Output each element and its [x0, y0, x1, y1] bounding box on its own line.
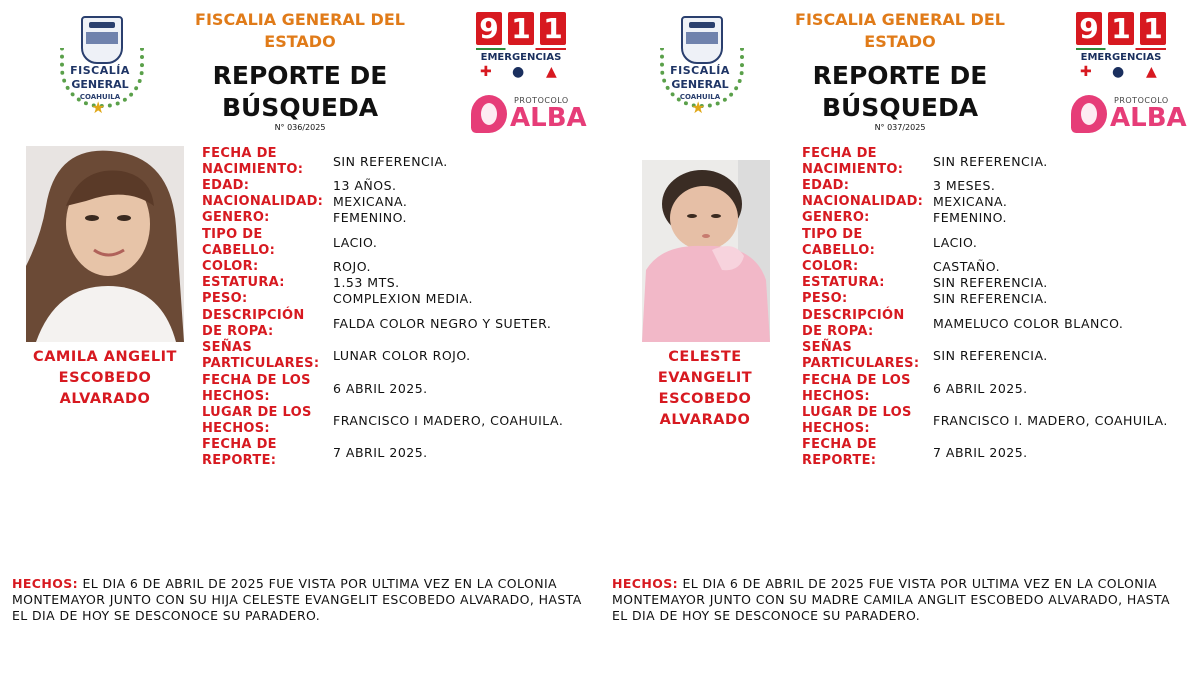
- label-gender: GENERO:: [202, 210, 270, 225]
- value-gender: FEMENINO.: [933, 210, 1007, 225]
- person-photo: [26, 146, 184, 342]
- label-event-date: FECHA DE LOS HECHOS:: [202, 373, 311, 404]
- facts-label: HECHOS:: [612, 576, 679, 591]
- label-birthdate: FECHA DE NACIMIENTO:: [202, 146, 304, 177]
- value-event-place: FRANCISCO I MADERO, COAHUILA.: [333, 413, 564, 428]
- protocolo-alba-logo: [1070, 92, 1187, 138]
- alba-word: ALBA: [510, 103, 587, 133]
- person-name-line: EVANGELIT: [657, 370, 753, 386]
- value-gender: FEMENINO.: [333, 210, 407, 225]
- seal-text-2: GENERAL: [671, 78, 729, 91]
- person-name-line: CAMILA ANGELIT: [33, 349, 177, 365]
- person-name-line: CELESTE: [668, 349, 742, 365]
- fire-icon: ▲: [546, 64, 557, 80]
- facts-text: EL DIA 6 DE ABRIL DE 2025 FUE VISTA POR ULTIMA VEZ EN LA COLONIA MONTEMAYOR JUNTO CON SU HIJA CELESTE EVANGELIT ESCOBEDO ALVARADO, HASTA EL DIA DE HOY SE DESCONOCE SU PARADERO.: [12, 576, 582, 623]
- value-birthdate: SIN REFERENCIA.: [333, 154, 448, 169]
- report-number: N° 037/2025: [874, 123, 926, 132]
- label-height: ESTATURA:: [202, 275, 285, 290]
- person-name-line: ESCOBEDO: [658, 391, 752, 407]
- alba-protocolo-label: PROTOCOLO: [1114, 96, 1169, 105]
- label-color: COLOR:: [802, 259, 859, 274]
- value-weight: COMPLEXION MEDIA.: [333, 291, 473, 306]
- flag-stripe: [476, 48, 566, 50]
- report-title: REPORTE DE BÚSQUEDA: [212, 61, 388, 122]
- label-weight: PESO:: [202, 291, 248, 306]
- label-age: EDAD:: [802, 178, 850, 193]
- emergency-911-logo: [1074, 12, 1168, 82]
- seal-text-3: COAHUILA: [679, 93, 721, 101]
- value-nationality: MEXICANA.: [933, 194, 1008, 209]
- value-birthdate: SIN REFERENCIA.: [933, 154, 1048, 169]
- value-clothing: MAMELUCO COLOR BLANCO.: [933, 316, 1124, 331]
- digit-1: 1: [1108, 12, 1134, 45]
- label-color: COLOR:: [202, 259, 259, 274]
- label-gender: GENERO:: [802, 210, 870, 225]
- police-icon: ●: [512, 64, 525, 80]
- digit-9: 9: [476, 12, 502, 45]
- value-event-date: 6 ABRIL 2025.: [933, 381, 1028, 396]
- label-birthdate: FECHA DE NACIMIENTO:: [802, 146, 904, 177]
- medical-cross-icon: ✚: [480, 64, 492, 80]
- report-title: REPORTE DE BÚSQUEDA: [812, 61, 988, 122]
- alba-drop-icon: [471, 95, 507, 133]
- value-clothing: FALDA COLOR NEGRO Y SUETER.: [333, 316, 552, 331]
- seal-text-2: GENERAL: [71, 78, 129, 91]
- facts-paragraph: [12, 576, 590, 624]
- label-clothing: DESCRIPCIÓN DE ROPA:: [202, 308, 305, 339]
- value-hair-type: LACIO.: [933, 235, 978, 250]
- label-height: ESTATURA:: [802, 275, 885, 290]
- value-nationality: MEXICANA.: [333, 194, 408, 209]
- facts-text: EL DIA 6 DE ABRIL DE 2025 FUE VISTA POR ULTIMA VEZ EN LA COLONIA MONTEMAYOR JUNTO CON SU MADRE CAMILA ANGLIT ESCOBEDO ALVARADO, HASTA EL DIA DE HOY SE DESCONOCE SU PARADERO.: [612, 576, 1170, 623]
- value-height: SIN REFERENCIA.: [933, 275, 1048, 290]
- person-name-line: ALVARADO: [659, 412, 751, 428]
- value-weight: SIN REFERENCIA.: [933, 291, 1048, 306]
- report-number: N° 036/2025: [274, 123, 326, 132]
- value-marks: SIN REFERENCIA.: [933, 348, 1048, 363]
- facts-paragraph: [612, 576, 1190, 624]
- value-age: 3 MESES.: [933, 178, 996, 193]
- label-event-date: FECHA DE LOS HECHOS:: [802, 373, 911, 404]
- digit-1: 1: [508, 12, 534, 45]
- label-report-date: FECHA DE REPORTE:: [202, 437, 277, 468]
- value-report-date: 7 ABRIL 2025.: [333, 445, 428, 460]
- value-hair-type: LACIO.: [333, 235, 378, 250]
- agency-name: FISCALIA GENERAL DEL ESTADO: [195, 10, 405, 51]
- label-hair-type: TIPO DE CABELLO:: [202, 227, 276, 258]
- value-event-place: FRANCISCO I. MADERO, COAHUILA.: [933, 413, 1168, 428]
- seal-text-1: FISCALÍA: [670, 64, 730, 77]
- label-nationality: NACIONALIDAD:: [802, 194, 924, 209]
- emergency-label: EMERGENCIAS: [1080, 52, 1162, 63]
- digit-1-second: 1: [1140, 12, 1166, 45]
- medical-cross-icon: ✚: [1080, 64, 1092, 80]
- alba-drop-icon: [1071, 95, 1107, 133]
- label-nationality: NACIONALIDAD:: [202, 194, 324, 209]
- value-color: CASTAÑO.: [933, 259, 1001, 274]
- digit-1-second: 1: [540, 12, 566, 45]
- facts-label: HECHOS:: [12, 576, 79, 591]
- value-height: 1.53 MTS.: [333, 275, 400, 290]
- star-icon: ★: [91, 98, 106, 117]
- person-name-line: ALVARADO: [59, 391, 151, 407]
- police-icon: ●: [1112, 64, 1125, 80]
- digit-9: 9: [1076, 12, 1102, 45]
- star-icon: ★: [691, 98, 706, 117]
- value-marks: LUNAR COLOR ROJO.: [333, 348, 471, 363]
- label-marks: SEÑAS PARTICULARES:: [202, 340, 320, 371]
- label-age: EDAD:: [202, 178, 250, 193]
- person-name-line: ESCOBEDO: [58, 370, 152, 386]
- label-weight: PESO:: [802, 291, 848, 306]
- value-age: 13 AÑOS.: [333, 178, 397, 193]
- alba-word: ALBA: [1110, 103, 1187, 133]
- label-report-date: FECHA DE REPORTE:: [802, 437, 877, 468]
- emergency-label: EMERGENCIAS: [480, 52, 562, 63]
- person-name: [18, 347, 192, 410]
- search-report-037: [600, 0, 1200, 675]
- person-name: [618, 347, 792, 431]
- label-event-place: LUGAR DE LOS HECHOS:: [802, 405, 912, 436]
- value-color: ROJO.: [333, 259, 372, 274]
- alba-protocolo-label: PROTOCOLO: [514, 96, 569, 105]
- seal-text-3: COAHUILA: [79, 93, 121, 101]
- person-photo: [642, 160, 770, 342]
- value-report-date: 7 ABRIL 2025.: [933, 445, 1028, 460]
- seal-text-1: FISCALÍA: [70, 64, 130, 77]
- label-event-place: LUGAR DE LOS HECHOS:: [202, 405, 312, 436]
- protocolo-alba-logo: [470, 92, 587, 138]
- label-hair-type: TIPO DE CABELLO:: [802, 227, 876, 258]
- value-event-date: 6 ABRIL 2025.: [333, 381, 428, 396]
- label-clothing: DESCRIPCIÓN DE ROPA:: [802, 308, 905, 339]
- emergency-911-logo: [474, 12, 568, 82]
- fiscalia-seal-logo: [658, 12, 742, 120]
- fire-icon: ▲: [1146, 64, 1157, 80]
- agency-name: FISCALIA GENERAL DEL ESTADO: [795, 10, 1005, 51]
- fiscalia-seal-logo: [58, 12, 142, 120]
- label-marks: SEÑAS PARTICULARES:: [802, 340, 920, 371]
- flag-stripe: [1076, 48, 1166, 50]
